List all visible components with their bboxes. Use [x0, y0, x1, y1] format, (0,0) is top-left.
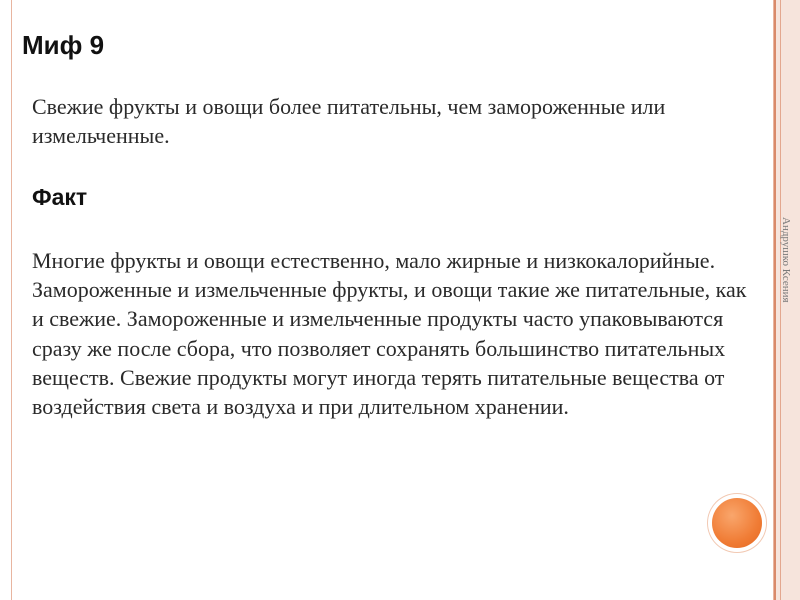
author-vertical-text: Андрушко Ксения — [780, 217, 792, 303]
fact-heading: Факт — [32, 184, 88, 210]
myth-text: Свежие фрукты и овощи более питательны, чем замороженные или измельченные. — [32, 94, 666, 148]
slide-title: Миф 9 — [22, 30, 105, 60]
fact-text: Многие фрукты и овощи естественно, мало жирные и низкокалорийные. Замороженные и измельченные фрукты, и овощи такие же питательные, как и свежие. Замороженные и измельченные продукты часто упаковываются сразу же после сбора, что позволяет сохранять большинство питательных веществ. Свежие продукты могут иногда терять питательные вещества от воздействия света и воздуха и при длительном хранении. — [32, 248, 747, 420]
decorative-circle — [712, 498, 762, 548]
